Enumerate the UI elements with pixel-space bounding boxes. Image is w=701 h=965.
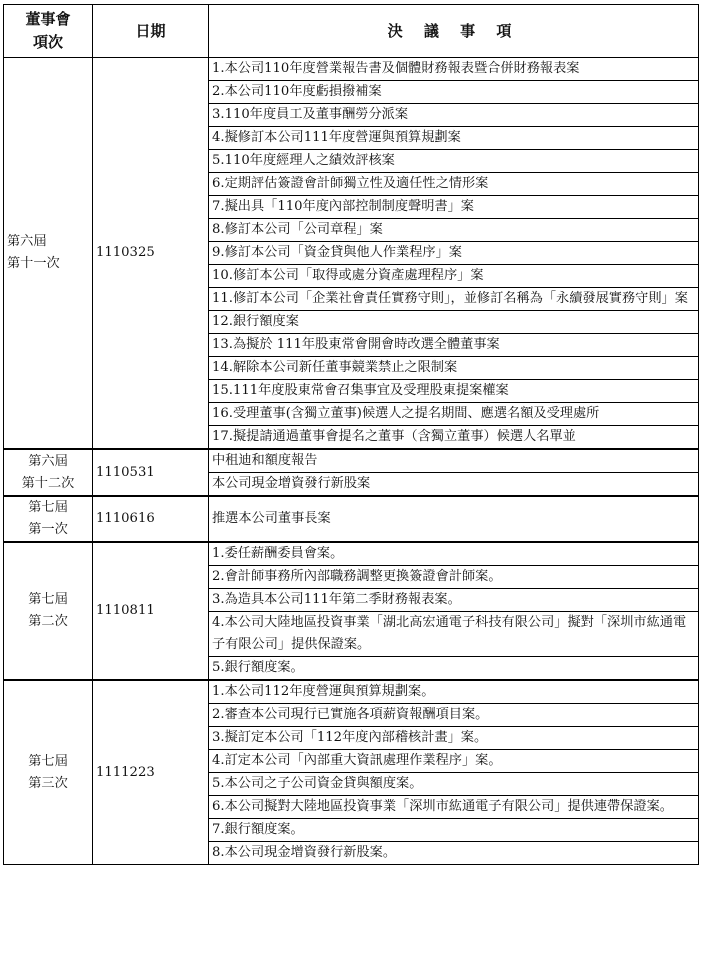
resolution-item: 8.本公司現金增資發行新股案。 xyxy=(209,842,699,865)
date-cell: 1110616 xyxy=(93,496,209,542)
session-cell: 第七屆 第三次 xyxy=(4,680,93,865)
resolution-item: 5.110年度經理人之績效評核案 xyxy=(209,150,699,173)
resolution-item: 3.為造具本公司111年第二季財務報表案。 xyxy=(209,589,699,612)
session-cell: 第六屆 第十二次 xyxy=(4,449,93,496)
header-resolution: 決 議 事 項 xyxy=(209,5,699,58)
resolution-item: 9.修訂本公司「資金貸與他人作業程序」案 xyxy=(209,242,699,265)
session-cell: 第七屆 第二次 xyxy=(4,542,93,680)
resolution-item: 2.會計師事務所內部職務調整更換簽證會計師案。 xyxy=(209,566,699,589)
resolution-item: 4.訂定本公司「內部重大資訊處理作業程序」案。 xyxy=(209,750,699,773)
header-row xyxy=(4,5,699,58)
resolution-item: 5.本公司之子公司資金貸與額度案。 xyxy=(209,773,699,796)
session-cell: 第七屆 第一次 xyxy=(4,496,93,542)
table-row xyxy=(4,449,699,473)
resolution-item: 1.本公司112年度營運與預算規劃案。 xyxy=(209,680,699,704)
resolution-item: 1.本公司110年度營業報告書及個體財務報表暨合併財務報表案 xyxy=(209,58,699,81)
date-cell: 1110811 xyxy=(93,542,209,680)
resolution-item: 10.修訂本公司「取得或處分資產處理程序」案 xyxy=(209,265,699,288)
resolution-item: 6.本公司擬對大陸地區投資事業「深圳市紘通電子有限公司」提供連帶保證案。 xyxy=(209,796,699,819)
table-row xyxy=(4,58,699,81)
resolution-item: 3.110年度員工及董事酬勞分派案 xyxy=(209,104,699,127)
resolution-item: 4.擬修訂本公司111年度營運與預算規劃案 xyxy=(209,127,699,150)
resolution-item: 15.111年度股東常會召集事宜及受理股東提案權案 xyxy=(209,380,699,403)
resolution-item: 4.本公司大陸地區投資事業「湖北高宏通電子科技有限公司」擬對「深圳市紘通電子有限公司」提供保證案。 xyxy=(209,612,699,657)
resolution-item: 5.銀行額度案。 xyxy=(209,657,699,681)
resolution-item: 中租迪和額度報告 xyxy=(209,449,699,473)
resolution-item: 2.審查本公司現行已實施各項薪資報酬項目案。 xyxy=(209,704,699,727)
resolution-item: 6.定期評估簽證會計師獨立性及適任性之情形案 xyxy=(209,173,699,196)
resolution-item: 2.本公司110年度虧損撥補案 xyxy=(209,81,699,104)
resolution-item: 推選本公司董事長案 xyxy=(209,496,699,542)
table-row xyxy=(4,496,699,542)
resolution-item: 7.銀行額度案。 xyxy=(209,819,699,842)
board-resolutions-table xyxy=(3,4,699,865)
resolution-item: 1.委任薪酬委員會案。 xyxy=(209,542,699,566)
resolution-item: 7.擬出具「110年度內部控制制度聲明書」案 xyxy=(209,196,699,219)
resolution-item: 11.修訂本公司「企業社會責任實務守則」，並修訂名稱為「永續發展實務守則」案 xyxy=(209,288,699,311)
header-session: 董事會 項次 xyxy=(4,5,93,58)
resolution-item: 本公司現金增資發行新股案 xyxy=(209,473,699,497)
resolution-item: 14.解除本公司新任董事競業禁止之限制案 xyxy=(209,357,699,380)
resolution-item: 17.擬提請通過董事會提名之董事（含獨立董事）候選人名單並 xyxy=(209,426,699,450)
resolution-item: 13.為擬於 111年股東常會開會時改選全體董事案 xyxy=(209,334,699,357)
date-cell: 1110531 xyxy=(93,449,209,496)
resolution-item: 12.銀行額度案 xyxy=(209,311,699,334)
resolution-item: 16.受理董事(含獨立董事)候選人之提名期間、應選名額及受理處所 xyxy=(209,403,699,426)
resolution-item: 8.修訂本公司「公司章程」案 xyxy=(209,219,699,242)
header-date: 日期 xyxy=(93,5,209,58)
session-cell: 第六屆 第十一次 xyxy=(4,58,93,450)
resolution-item: 3.擬訂定本公司「112年度內部稽核計畫」案。 xyxy=(209,727,699,750)
date-cell: 1110325 xyxy=(93,58,209,450)
table-row xyxy=(4,680,699,704)
date-cell: 1111223 xyxy=(93,680,209,865)
table-row xyxy=(4,542,699,566)
